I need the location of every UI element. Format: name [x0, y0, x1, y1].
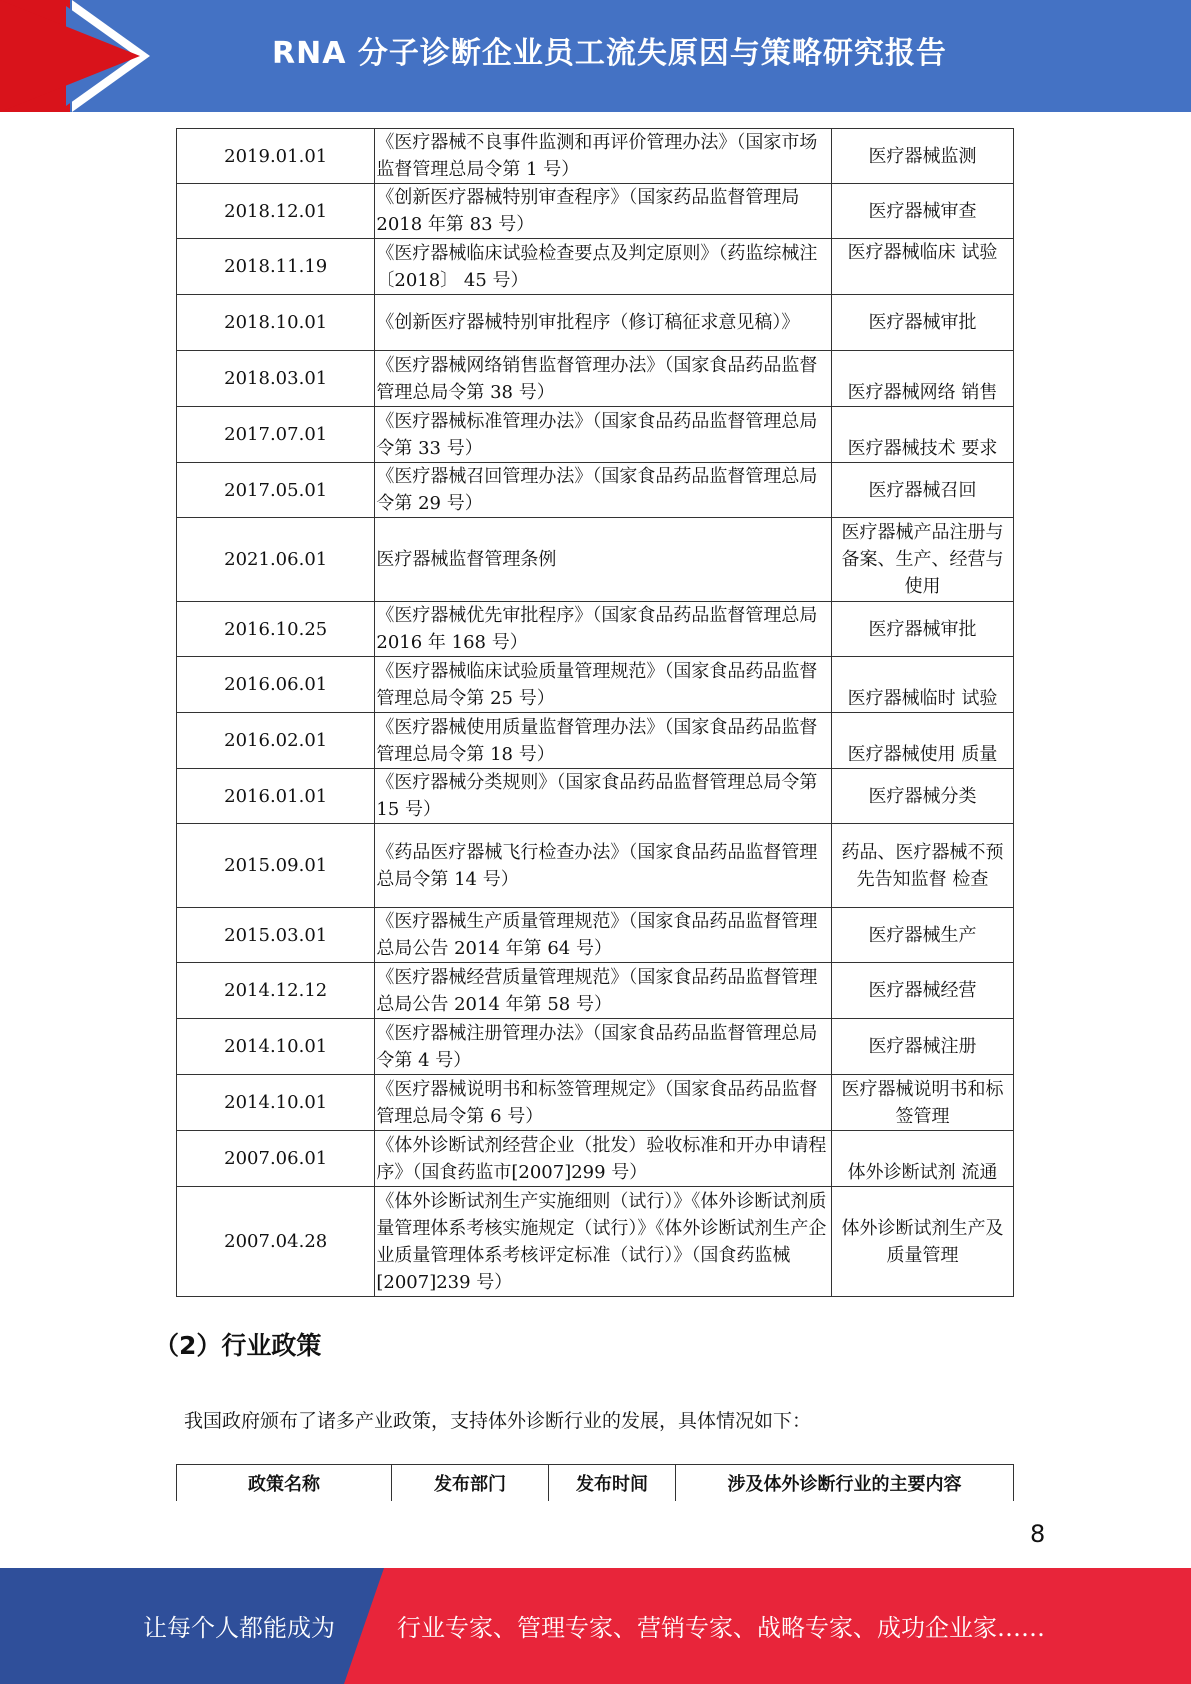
column-header-department: 发布部门	[392, 1465, 549, 1502]
regulation-name: 《体外诊断试剂经营企业（批发）验收标准和开办申请程序》（国食药监市[2007]299 号）	[375, 1131, 832, 1187]
regulation-date: 2017.05.01	[177, 463, 375, 518]
regulation-date: 2016.06.01	[177, 657, 375, 713]
regulations-table	[176, 128, 1014, 1297]
regulation-name: 《医疗器械使用质量监督管理办法》（国家食品药品监督管理总局令第 18 号）	[375, 713, 832, 769]
table-row	[177, 1187, 1014, 1297]
regulation-scope: 医疗器械经营	[831, 963, 1013, 1019]
regulation-scope: 医疗器械审批	[831, 602, 1013, 657]
regulation-scope: 医疗器械分类	[831, 769, 1013, 824]
regulation-scope: 医疗器械监测	[831, 129, 1013, 184]
table-row	[177, 769, 1014, 824]
regulation-scope: 医疗器械审查	[831, 184, 1013, 239]
regulation-scope: 医疗器械注册	[831, 1019, 1013, 1075]
footer-slogan-left: 让每个人都能成为	[143, 1614, 335, 1642]
regulation-date: 2007.04.28	[177, 1187, 375, 1297]
regulation-scope: 医疗器械网络 销售	[831, 351, 1013, 407]
regulation-name: 《医疗器械说明书和标签管理规定》（国家食品药品监督管理总局令第 6 号）	[375, 1075, 832, 1131]
regulation-date: 2016.10.25	[177, 602, 375, 657]
table-row	[177, 1131, 1014, 1187]
regulation-scope: 体外诊断试剂 流通	[831, 1131, 1013, 1187]
table-row	[177, 1019, 1014, 1075]
regulation-scope: 体外诊断试剂生产及质量管理	[831, 1187, 1013, 1297]
table-row	[177, 463, 1014, 518]
section-heading: （2）行业政策	[154, 1331, 322, 1360]
regulation-scope: 医疗器械使用 质量	[831, 713, 1013, 769]
regulation-scope: 医疗器械技术 要求	[831, 407, 1013, 463]
column-header-content: 涉及体外诊断行业的主要内容	[676, 1465, 1014, 1502]
regulation-scope: 药品、医疗器械不预先告知监督 检查	[831, 824, 1013, 908]
regulation-date: 2014.10.01	[177, 1075, 375, 1131]
regulation-name: 《体外诊断试剂生产实施细则（试行）》《体外诊断试剂质量管理体系考核实施规定（试行）》《体外诊断试剂生产企业质量管理体系考核评定标准（试行）》（国食药监械[2007]239 号）	[375, 1187, 832, 1297]
table-row	[177, 824, 1014, 908]
regulation-name: 《医疗器械临床试验质量管理规范》（国家食品药品监督管理总局令第 25 号）	[375, 657, 832, 713]
header-chevron-red	[0, 0, 140, 112]
regulation-name: 《医疗器械网络销售监督管理办法》（国家食品药品监督管理总局令第 38 号）	[375, 351, 832, 407]
page-footer	[0, 1568, 1191, 1684]
regulation-name: 《医疗器械生产质量管理规范》（国家食品药品监督管理总局公告 2014 年第 64 号）	[375, 908, 832, 963]
regulation-date: 2017.07.01	[177, 407, 375, 463]
regulation-date: 2015.03.01	[177, 908, 375, 963]
table-row	[177, 1075, 1014, 1131]
regulation-name: 《药品医疗器械飞行检查办法》（国家食品药品监督管理总局令第 14 号）	[375, 824, 832, 908]
regulation-date: 2016.02.01	[177, 713, 375, 769]
page-number: 8	[1030, 1520, 1046, 1548]
table-row	[177, 518, 1014, 602]
regulation-scope: 医疗器械召回	[831, 463, 1013, 518]
regulation-name: 《医疗器械不良事件监测和再评价管理办法》（国家市场监督管理总局令第 1 号）	[375, 129, 832, 184]
regulation-date: 2018.10.01	[177, 295, 375, 351]
regulation-scope: 医疗器械产品注册与备案、生产、经营与使用	[831, 518, 1013, 602]
table-row	[177, 184, 1014, 239]
regulation-date: 2015.09.01	[177, 824, 375, 908]
table-row	[177, 713, 1014, 769]
column-header-date: 发布时间	[549, 1465, 676, 1502]
regulation-scope: 医疗器械审批	[831, 295, 1013, 351]
table-row	[177, 407, 1014, 463]
table-row	[177, 963, 1014, 1019]
regulation-date: 2018.12.01	[177, 184, 375, 239]
intro-paragraph: 我国政府颁布了诸多产业政策，支持体外诊断行业的发展，具体情况如下：	[184, 1410, 812, 1432]
regulation-name: 《创新医疗器械特别审查程序》（国家药品监督管理局 2018 年第 83 号）	[375, 184, 832, 239]
regulation-name: 《医疗器械召回管理办法》（国家食品药品监督管理总局令第 29 号）	[375, 463, 832, 518]
footer-blue-slant	[344, 1568, 384, 1684]
regulation-date: 2007.06.01	[177, 1131, 375, 1187]
table-row	[177, 908, 1014, 963]
regulation-scope: 医疗器械临床 试验	[831, 239, 1013, 295]
regulation-date: 2019.01.01	[177, 129, 375, 184]
regulation-date: 2021.06.01	[177, 518, 375, 602]
regulation-name: 医疗器械监督管理条例	[375, 518, 832, 602]
regulation-date: 2014.10.01	[177, 1019, 375, 1075]
table-row	[177, 129, 1014, 184]
regulation-date: 2018.11.19	[177, 239, 375, 295]
regulation-scope: 医疗器械说明书和标签管理	[831, 1075, 1013, 1131]
regulation-name: 《医疗器械标准管理办法》（国家食品药品监督管理总局令第 33 号）	[375, 407, 832, 463]
table-header-row	[177, 1465, 1014, 1502]
page-header	[0, 0, 1191, 112]
regulation-date: 2018.03.01	[177, 351, 375, 407]
table-row	[177, 602, 1014, 657]
policy-table	[176, 1464, 1014, 1501]
footer-slogan-right: 行业专家、管理专家、营销专家、战略专家、成功企业家……	[397, 1614, 1045, 1642]
regulation-name: 《医疗器械优先审批程序》（国家食品药品监督管理总局 2016 年 168 号）	[375, 602, 832, 657]
regulation-name: 《医疗器械经营质量管理规范》（国家食品药品监督管理总局公告 2014 年第 58 号）	[375, 963, 832, 1019]
regulation-scope: 医疗器械生产	[831, 908, 1013, 963]
regulation-name: 《医疗器械注册管理办法》（国家食品药品监督管理总局令第 4 号）	[375, 1019, 832, 1075]
regulation-name: 《医疗器械分类规则》（国家食品药品监督管理总局令第 15 号）	[375, 769, 832, 824]
report-title: RNA 分子诊断企业员工流失原因与策略研究报告	[272, 36, 947, 71]
regulation-name: 《创新医疗器械特别审批程序（修订稿征求意见稿）》	[375, 295, 832, 351]
regulation-scope: 医疗器械临时 试验	[831, 657, 1013, 713]
table-row	[177, 657, 1014, 713]
regulation-date: 2016.01.01	[177, 769, 375, 824]
table-row	[177, 239, 1014, 295]
column-header-policy-name: 政策名称	[177, 1465, 392, 1502]
table-row	[177, 295, 1014, 351]
table-row	[177, 351, 1014, 407]
regulation-name: 《医疗器械临床试验检查要点及判定原则》（药监综械注〔2018〕 45 号）	[375, 239, 832, 295]
regulation-date: 2014.12.12	[177, 963, 375, 1019]
